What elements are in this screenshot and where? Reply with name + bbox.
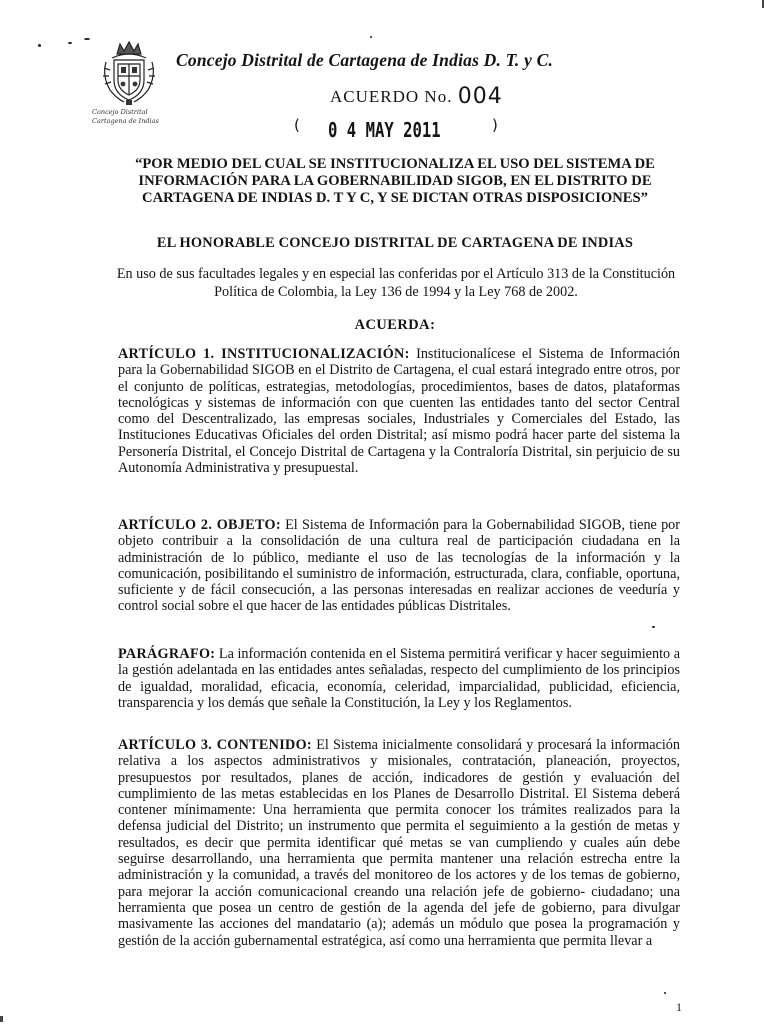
- page-number: 1: [676, 1000, 682, 1014]
- stamp-close-paren: ): [492, 116, 498, 134]
- agreement-number-line: [330, 83, 503, 108]
- crest-caption: Concejo Distrital Cartagena de Indias: [92, 108, 159, 125]
- article-3-heading: ARTÍCULO 3. CONTENIDO:: [118, 737, 312, 753]
- paragrafo: [118, 646, 680, 711]
- scan-speck: [68, 42, 72, 44]
- acuerda-heading: ACUERDA:: [354, 317, 436, 333]
- scan-edge-mark: [762, 0, 764, 8]
- issuer-heading: EL HONORABLE CONCEJO DISTRITAL DE CARTAGENA DE INDIAS: [156, 235, 634, 251]
- coat-of-arms-icon: [100, 40, 158, 106]
- scan-edge-mark: [0, 1016, 3, 1022]
- article-2-heading: ARTÍCULO 2. OBJETO:: [118, 517, 281, 533]
- article-2: [118, 517, 680, 615]
- paragrafo-body: La información contenida en el Sistema permitirá verificar y hacer seguimiento a la gestión adelantada en las entidades antes señaladas, respecto del cumplimiento de los principios de igualdad, moralidad, eficacia, economía, celeridad, imparcialidad, publicidad, eficiencia, transparencia y los demás que señale la Constitución, la Ley y los Reglamentos.: [118, 646, 681, 711]
- article-3: [118, 737, 680, 949]
- faculties-paragraph: En uso de sus facultades legales y en especial las conferidas por el Artículo 313 de la Constitución Política de Colombia, la Ley 136 de 1994 y la Ley 768 de 2002.: [116, 266, 676, 300]
- document-title: “POR MEDIO DEL CUAL SE INSTITUCIONALIZA EL USO DEL SISTEMA DE INFORMACIÓN PARA LA GOBERNABILIDAD SIGOB, EN EL DISTRITO DE CARTAGENA DE INDIAS D. T Y C, Y SE DICTAN OTRAS DISPOSICIONES”: [135, 156, 655, 206]
- agreement-label: ACUERDO No.: [330, 87, 453, 106]
- stamp-open-paren: (: [294, 116, 300, 134]
- article-3-body: El Sistema inicialmente consolidará y procesará la información relativa a los aspectos administrativos y misionales, contratación, planeación, proyectos, presupuestos por resultados, planes de acción, indicadores de gestión y evaluación del cumplimiento de las metas establecidas en los Planes de Desarrollo Distrital. El Sistema deberá contener mínimamente: Una herramienta que permita conocer los trámites realizados para la defensa judicial del Distrito; un instrumento que permita el seguimiento a la gestión de metas y resultados, es decir que permita identificar qué metas se van cumpliendo y cuales aún debe seguirse desarrollando, una herramienta que permita mantener una relación estrecha entre la administración y la comunidad, a través del monitoreo de los actores y de los temas de gobierno, para mejorar la acción comunicacional creando una relación jefe de gobierno- ciudadano; una herramienta que posea un centro de gestión de la agenda del jefe de gobierno, para divulgar masivamente las acciones del mandatario (a); además un módulo que posea la programación y gestión de la acción gubernamental estratégica, así como una herramienta que permita llevar a: [118, 737, 680, 949]
- paragrafo-heading: PARÁGRAFO:: [118, 646, 216, 662]
- stamp-date: 0 4 MAY 2011: [328, 118, 441, 142]
- date-stamp: [294, 116, 514, 146]
- article-1: [118, 346, 680, 476]
- article-2-body: El Sistema de Información para la Gobernabilidad SIGOB, tiene por objeto contribuir a la consolidación de una cultura real de participación ciudadana en la administración de lo público, mediante el uso de las tecnologías de la información y la comunicación, posibilitando el suministro de información, estructurada, clara, confiable, oportuna, suficiente y de fácil consecución, a las personas interesadas en realizar acciones de veeduría y control social sobre el que hacer de las entidades públicas Distritales.: [118, 517, 681, 615]
- scan-speck: [664, 992, 666, 994]
- agreement-number: 004: [457, 84, 503, 109]
- article-1-body: Institucionalícese el Sistema de Información para la Gobernabilidad SIGOB en el Distrito de Cartagena, el cual estará integrado entre otros, por el conjunto de políticas, estrategias, metodologías, procedimientos, bases de datos, plataformas tecnológicas y sistemas de información con que cuenten las entidades tanto del sector Central como del Descentralizado, las empresas sociales, Industriales y Comerciales del Estado, las Instituciones Educativas Oficiales del orden Distrital; así mismo podrá hacer parte del sistema la Personería Distrital, el Concejo Distrital de Cartagena y la Contraloría Distrital, sin perjuicio de su Autonomía Administrativa y presupuestal.: [118, 346, 681, 477]
- scan-speck: [370, 36, 372, 38]
- scan-speck: [38, 44, 41, 47]
- article-1-heading: ARTÍCULO 1. INSTITUCIONALIZACIÓN:: [118, 346, 410, 362]
- scan-speck: [652, 626, 655, 628]
- scan-speck: [84, 38, 90, 40]
- council-name: Concejo Distrital de Cartagena de Indias D. T. y C.: [176, 50, 554, 70]
